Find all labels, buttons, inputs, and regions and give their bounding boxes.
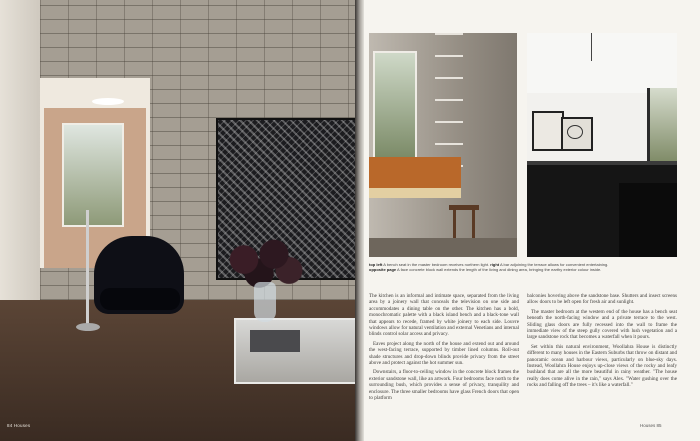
bench-cushion (369, 188, 461, 198)
glass-vase (254, 282, 276, 322)
body-paragraph: balconies hovering above the sandstone base. Shutters and insect screens allow doors to be left open for fresh air and sunlight. (527, 293, 677, 306)
bedroom-photo (369, 33, 517, 257)
garden-window (62, 123, 124, 227)
right-folio: Houses 85 (640, 423, 662, 428)
body-paragraph: Eaves project along the north of the house and extend out and around the west-facing terrace, supported by timber lined columns. Roll-out shade structures and drop-down blinds provide privacy from the street above and protect against the hot summer sun. (369, 340, 519, 367)
caption-label: top left (369, 262, 383, 267)
body-paragraph: The kitchen is an informal and intimate space, separated from the living area by a joinery wall that conceals the television on one side and accommodates a dining table on the other. The kitchen has a bold, monochromatic palette with a black island bench and a black-tone wall that appears to recede, framed by white joinery to each side. Louvre windows allow for natural ventilation and external Venetians and internal blinds control solar access and privacy. (369, 293, 519, 338)
left-folio: 84 Houses (7, 423, 31, 428)
kitchen-bar-photo (527, 33, 677, 257)
photo-caption (369, 262, 679, 273)
body-column-left (369, 293, 519, 405)
artwork-face-icon (567, 125, 583, 139)
caption-text: A bench seat in the master bedroom receives northern light. (383, 262, 490, 267)
body-paragraph: The master bedroom at the western end of the house has a bench seat beneath the north-facing window and a private terrace to the west. Sliding glass doors are fully recessed into the wall to frame the immediate view of the steep gully covered with lush vegetation and a large sandstone rock that becomes a waterfall when it pours. (527, 308, 677, 341)
caption-text: A bar adjoining the terrace allows for convenient entertaining. (499, 262, 609, 267)
caption-text: A face concrete block wall extends the length of the living and dining area, bringing the earthy exterior colour inside. (397, 267, 602, 273)
table-tray (250, 330, 300, 352)
wall-artwork (532, 111, 564, 151)
caption-label: opposite page (369, 267, 397, 273)
kitchen-window (647, 88, 677, 163)
caption-label: right (490, 262, 500, 267)
lamp-base (76, 323, 100, 331)
armchair-seat (100, 288, 180, 310)
body-column-right (527, 293, 677, 392)
white-pillar (0, 0, 40, 320)
kitchen-ceiling (527, 33, 677, 93)
pendant-cord (591, 33, 592, 61)
body-paragraph: Downstairs, a floor-to-ceiling window in the concrete block frames the exterior sandstone wall, like an artwork. Four bedrooms face north to the surrounding bush, which provides a sense of privacy, tranquility and enclosure. The three smaller bedrooms have glass French doors that open to platform (369, 369, 519, 402)
bedroom-floor (369, 238, 517, 257)
ceiling-light-icon (92, 98, 124, 105)
body-paragraph: Set within this natural environment, Woollahra House is distinctly different to many houses in the Eastern Suburbs that throw on distant and panoramic ocean and harbour views, particularly on blue-sky days. Instead, Woollahra House enjoys up-close views of the rocky and leafy bushland that are all the more beautiful in rainy weather. "The house really does come alive in the rain," says Alex. "Water gushing over the rocks and falling off the trees – it's like a waterfall." (527, 343, 677, 389)
floor-lamp (86, 210, 89, 328)
black-island-bench (619, 183, 677, 257)
